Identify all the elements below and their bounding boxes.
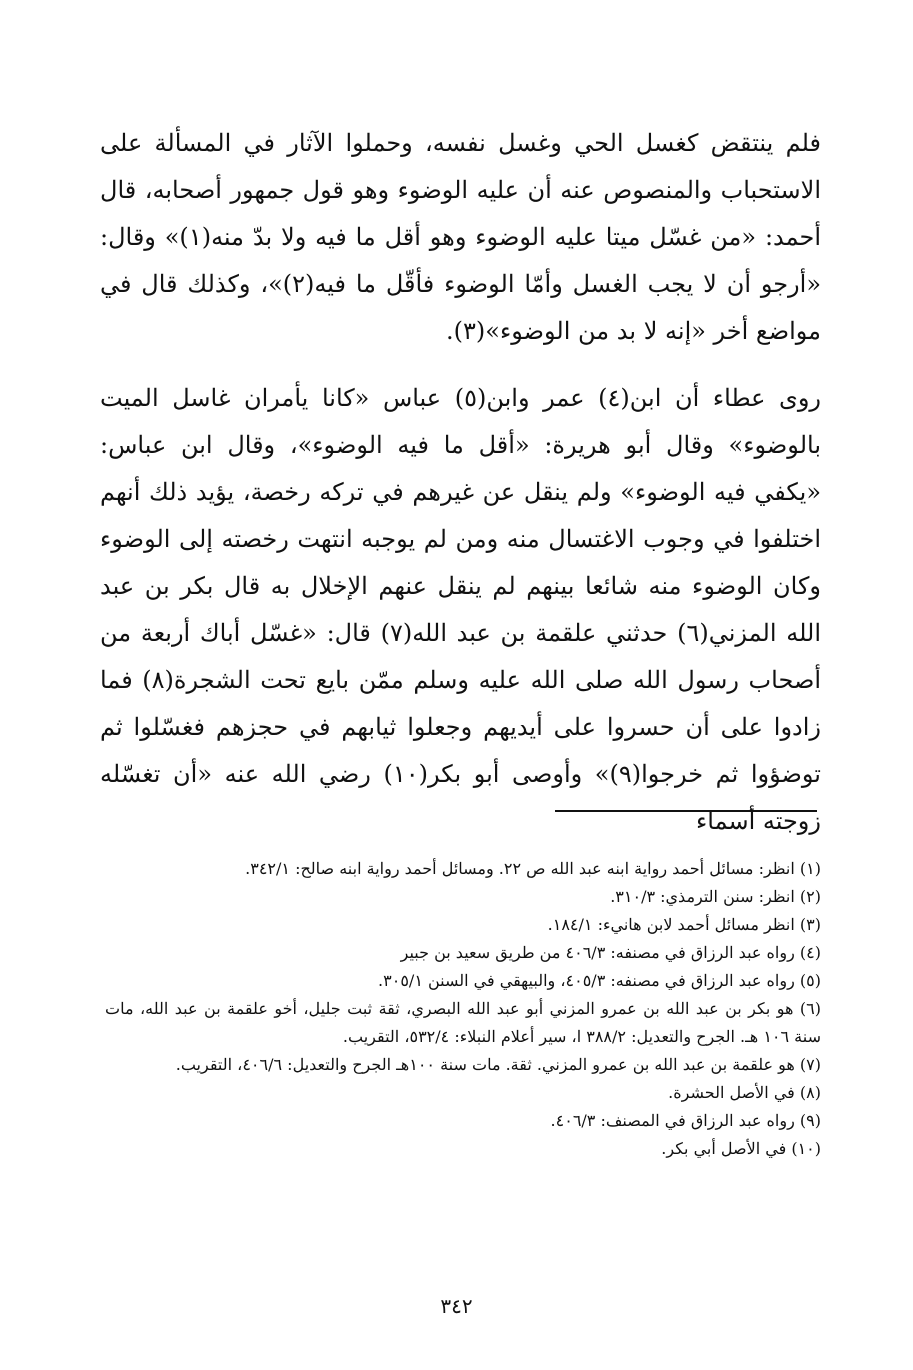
main-text [100, 120, 821, 845]
footnote-10: (١٠) في الأصل أبي بكر. [661, 1139, 821, 1158]
footnote-9: (٩) رواه عبد الرزاق في المصنف: ٤٠٦/٣. [550, 1111, 821, 1130]
footnote-5: (٥) رواه عبد الرزاق في مصنفه: ٤٠٥/٣، والبيهقي في السنن ٣٠٥/١. [378, 971, 821, 990]
page-number: ٣٤٢ [440, 1294, 473, 1318]
paragraph: روى عطاء أن ابن(٤) عمر وابن(٥) عباس «كانا يأمران غاسل الميت بالوضوء» وقال أبو هريرة: «أقل ما فيه الوضوء»، وقال ابن عباس: «يكفي فيه الوضوء» ولم ينقل عن غيرهم في تركه رخصة، يؤيد ذلك أنهم اختلفوا في وجوب الاغتسال منه ومن لم يوجبه انتهت رخصته إلى الوضوء وكان الوضوء منه شائعا بينهم لم ينقل عنهم الإخلال به قال بكر بن عبد الله المزني(٦) حدثني علقمة بن عبد الله(٧) قال: «غسّل أباك أربعة من أصحاب رسول الله صلى الله عليه وسلم ممّن بايع تحت الشجرة(٨) فما زادوا على أن حسروا على أيديهم وجعلوا ثيابهم في حجزهم فغسّلوا ثم توضؤوا ثم خرجوا(٩)» وأوصى أبو بكر(١٠) رضي الله عنه «أن تغسّله زوجته أسماء [100, 384, 822, 835]
footnote-4: (٤) رواه عبد الرزاق في مصنفه: ٤٠٦/٣ من طريق سعيد بن جبير [400, 943, 821, 962]
footnote-7: (٧) هو علقمة بن عبد الله بن عمرو المزني. ثقة. مات سنة ١٠٠هـ الجرح والتعديل: ٤٠٦/٦، التقريب. [175, 1055, 821, 1074]
footnote-1: (١) انظر: مسائل أحمد رواية ابنه عبد الله ص ٢٢. ومسائل أحمد رواية ابنه صالح: ٣٤٢/١. [245, 859, 821, 878]
footnote-3: (٣) انظر مسائل أحمد لابن هانيء: ١٨٤/١. [547, 915, 821, 934]
footnotes [105, 855, 821, 1163]
footnote-divider [555, 810, 817, 812]
footnote-6: (٦) هو بكر بن عبد الله بن عمرو المزني أبو عبد الله البصري، ثقة ثبت جليل، أخو علقمة بن عبد الله، مات سنة ١٠٦ هـ. الجرح والتعديل: ٣٨٨/٢ ا، سير أعلام النبلاء: ٥٣٢/٤، التقريب. [105, 999, 821, 1046]
footnote-8: (٨) في الأصل الحشرة. [668, 1083, 821, 1102]
footnote-2: (٢) انظر: سنن الترمذي: ٣١٠/٣. [610, 887, 821, 906]
paragraph: فلم ينتقض كغسل الحي وغسل نفسه، وحملوا الآثار في المسألة على الاستحباب والمنصوص عنه أن عليه الوضوء وهو قول جمهور أصحابه، قال أحمد: «من غسّل ميتا عليه الوضوء وهو أقل ما فيه ولا بدّ منه(١)» وقال: «أرجو أن لا يجب الغسل وأمّا الوضوء فأقّل ما فيه(٢)»، وكذلك قال في مواضع أخر «إنه لا بد من الوضوء»(٣). [100, 129, 822, 345]
